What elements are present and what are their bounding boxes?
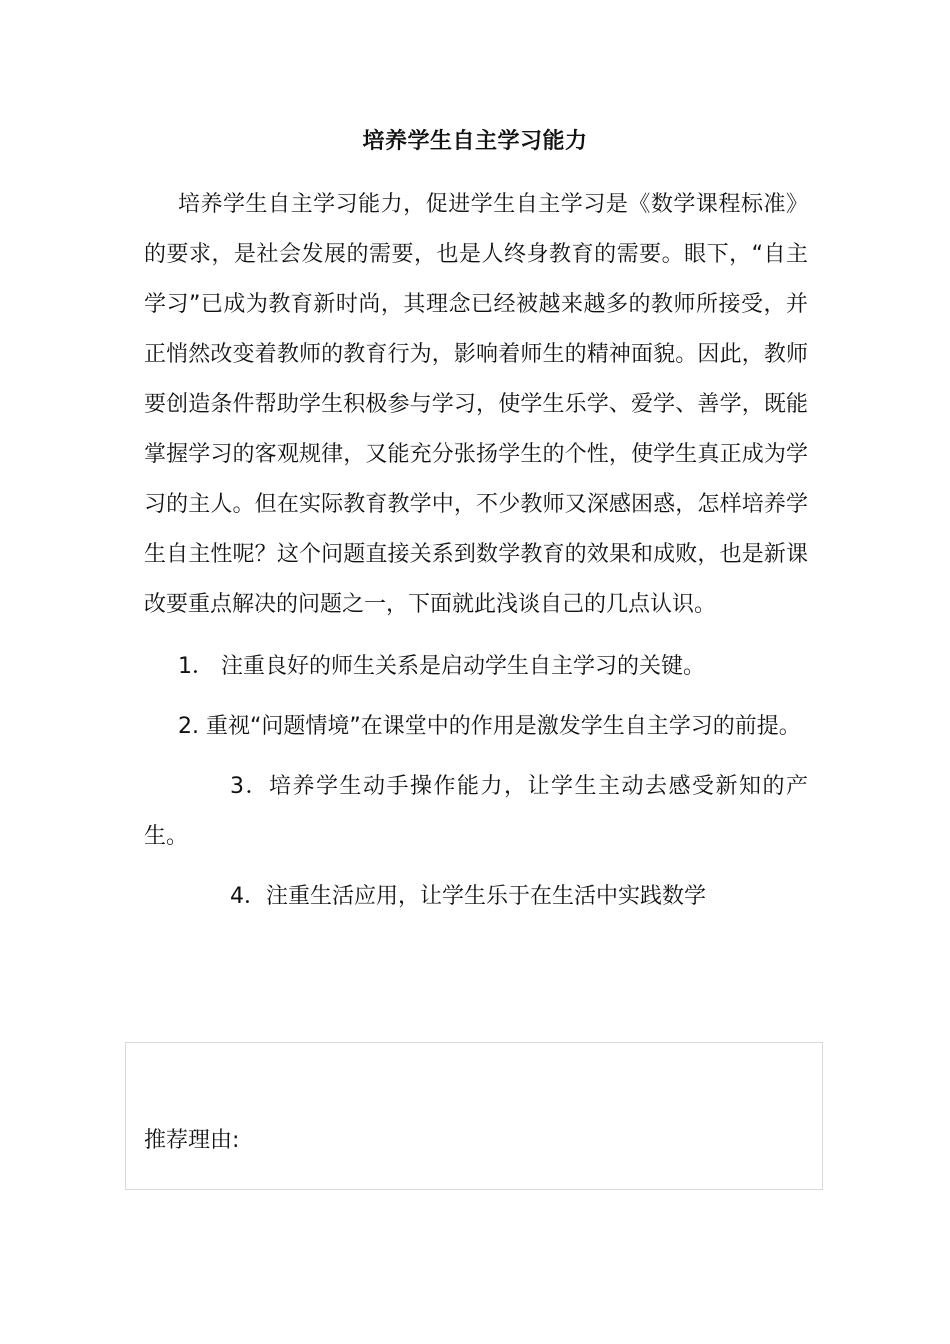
recommendation-label: 推荐理由:: [144, 1128, 240, 1153]
recommendation-box: [125, 1042, 823, 1190]
list-item: 3．培养学生动手操作能力，让学生主动去感受新知的产生。: [144, 774, 808, 849]
document-body: [144, 180, 808, 922]
list-item: 1． 注重良好的师生关系是启动学生自主学习的关键。: [178, 654, 705, 679]
intro-paragraph: 培养学生自主学习能力，促进学生自主学习是《数学课程标准》的要求，是社会发展的需要，也是人终身教育的需要。眼下，“自主学习”已成为教育新时尚，其理念已经被越来越多的教师所接受，并正悄然改变着教师的教育行为，影响着师生的精神面貌。因此，教师要创造条件帮助学生积极参与学习，使学生乐学、爱学、善学，既能掌握学习的客观规律，又能充分张扬学生的个性，使学生真正成为学习的主人。但在实际教育教学中，不少教师又深感困惑，怎样培养学生自主性呢？这个问题直接关系到数学教育的效果和成败，也是新课改要重点解决的问题之一，下面就此浅谈自己的几点认识。: [144, 192, 808, 617]
list-item: 2. 重视“问题情境”在课堂中的作用是激发学生自主学习的前提。: [178, 714, 801, 739]
list-item: 4．注重生活应用，让学生乐于在生活中实践数学: [230, 884, 706, 909]
document-title: 培养学生自主学习能力: [362, 129, 588, 154]
